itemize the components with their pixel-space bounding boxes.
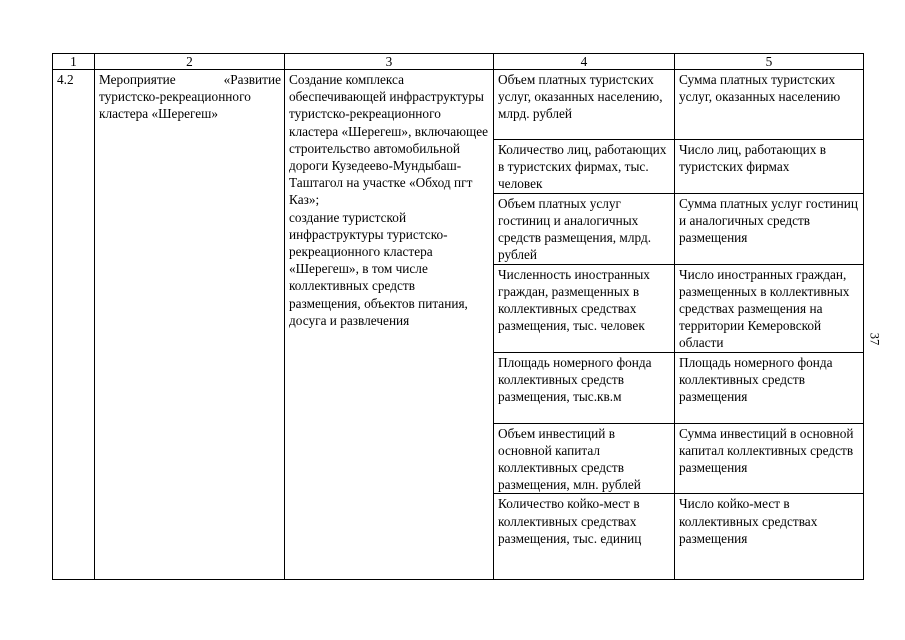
indicator-name-cell: Объем инвестиций в основной капитал коллективных средств размещения, млн. рублей <box>494 423 675 494</box>
indicator-name-cell: Численность иностранных граждан, размещенных в коллективных средствах размещения, тыс. человек <box>494 264 675 352</box>
event-description-cell <box>285 70 494 580</box>
indicator-method-cell: Число койко-мест в коллективных средствах размещения <box>675 494 864 550</box>
event-name-cell <box>95 70 285 580</box>
event-description-part-1: Создание комплекса обеспечивающей инфраструктуры туристско-рекреационного кластера «Шерегеш», включающее строительство автомобильной дороги Кузедеево-Мундыбаш-Таштагол на участке «Обход пгт Каз»; <box>289 72 489 208</box>
indicators-table <box>52 53 864 580</box>
indicator-method-cell: Число иностранных граждан, размещенных в коллективных средствах размещения на территории Кемеровской области <box>675 264 864 352</box>
indicator-name-filler <box>494 550 675 580</box>
page-number: 37 <box>867 332 882 346</box>
header-cell-5: 5 <box>675 54 864 70</box>
indicator-name-cell: Количество койко-мест в коллективных средствах размещения, тыс. единиц <box>494 494 675 550</box>
event-name-word-2: «Развитие <box>223 72 281 87</box>
indicator-method-cell: Сумма платных услуг гостиниц и аналогичных средств размещения <box>675 193 864 264</box>
row-number-cell: 4.2 <box>53 70 95 580</box>
header-cell-2: 2 <box>95 54 285 70</box>
indicator-method-cell: Сумма инвестиций в основной капитал коллективных средств размещения <box>675 423 864 494</box>
indicator-method-cell: Число лиц, работающих в туристских фирмах <box>675 140 864 194</box>
table-header-row <box>53 54 864 70</box>
table-row <box>53 70 864 140</box>
event-name-word-1: Мероприятие <box>99 72 176 87</box>
indicator-name-cell: Объем платных туристских услуг, оказанных населению, млрд. рублей <box>494 70 675 140</box>
header-cell-4: 4 <box>494 54 675 70</box>
indicator-method-filler <box>675 550 864 580</box>
indicator-name-cell: Объем платных услуг гостиниц и аналогичных средств размещения, млрд. рублей <box>494 193 675 264</box>
indicator-name-cell: Количество лиц, работающих в туристских фирмах, тыс. человек <box>494 140 675 194</box>
header-cell-3: 3 <box>285 54 494 70</box>
event-description-part-2: создание туристской инфраструктуры туристско-рекреационного кластера «Шерегеш», в том числе коллективных средств размещения, объектов питания, досуга и развлечения <box>289 209 468 328</box>
indicator-method-cell: Площадь номерного фонда коллективных средств размещения <box>675 352 864 423</box>
indicator-method-cell: Сумма платных туристских услуг, оказанных населению <box>675 70 864 140</box>
header-cell-1: 1 <box>53 54 95 70</box>
event-name-first-line <box>99 71 281 88</box>
event-name-rest: туристско-рекреационного кластера «Шерегеш» <box>99 89 251 122</box>
indicator-name-cell: Площадь номерного фонда коллективных средств размещения, тыс.кв.м <box>494 352 675 423</box>
